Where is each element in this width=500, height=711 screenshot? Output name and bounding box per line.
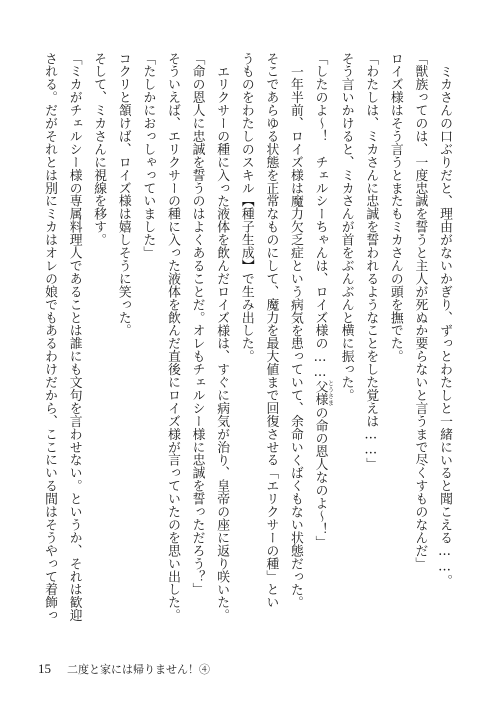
line-text: 「命の恩人に忠誠を誓うのはよくあることだ。オレもチェルシー様に忠誠を誓っただろう？」	[189, 52, 205, 596]
text-line	[358, 52, 383, 632]
line-text: うものをわたしのスキル【種子生成】で生み出した。	[238, 52, 254, 363]
text-line	[86, 52, 111, 632]
text-line	[61, 52, 86, 632]
line-text: 「わたしは、ミカさんに忠誠を誓われるようなことをした覚えは……」	[363, 52, 379, 471]
page-footer	[38, 661, 210, 677]
text-line	[382, 52, 407, 632]
text-line	[333, 52, 358, 632]
text-line	[184, 52, 209, 632]
text-line	[258, 52, 283, 632]
line-text: エリクサーの種に入った液体を飲んだロイズ様は、すぐに病気が治り、皇帝の座に返り咲いた。	[214, 64, 230, 622]
text-line	[36, 52, 61, 632]
line-text-after: の命の恩人なのよ～！」	[312, 406, 328, 549]
line-text: 「したのよ～！ チェルシーちゃんは、ロイズ様の……	[312, 52, 328, 381]
running-title: 二度と家には帰りません！④	[67, 663, 210, 676]
line-text: そう言いかけると、ミカさんが首をぶんぶんと横に振った。	[338, 52, 354, 402]
line-text: そういえば、エリクサーの種に入った液体を飲んだ直後にロイズ様が言っていたのを思い出した。	[164, 52, 180, 622]
text-line	[407, 52, 432, 632]
text-line	[431, 52, 456, 632]
text-line	[159, 52, 184, 632]
line-text: そして、ミカさんに視線を移す。	[91, 52, 107, 247]
line-text: 「ミカがチェルシー様の専属料理人であることは誰にも文句を言わせない。というか、それは歓迎	[66, 52, 82, 622]
line-text: コクリと頷けば、ロイズ様は嬉しそうに笑った。	[115, 52, 131, 337]
text-line	[209, 52, 234, 632]
text-line	[282, 52, 307, 632]
line-text: ロイズ様はそう言うとまたもミカさんの頭を撫でた。	[387, 52, 403, 363]
line-text: される。だがそれとは別にミカはオレの娘でもあるわけだから、ここにいる間はそうやって着飾っ	[42, 52, 57, 622]
text-line	[110, 52, 135, 632]
ruby-base: 父様	[312, 380, 328, 407]
text-line	[135, 52, 160, 632]
text-line	[233, 52, 258, 632]
line-text: 一年半前、ロイズ様は魔力欠乏症という病気を患っていて、余命いくばくもない状態だった。	[287, 64, 303, 609]
line-text: 「たしかにおっしゃっていました」	[140, 52, 156, 260]
text-line	[307, 52, 333, 632]
line-text: ミカさんの口ぶりだと、理由がないかぎり、ずっとわたしと一緒にいると聞こえる……。	[437, 64, 452, 588]
body-text	[36, 52, 456, 632]
line-text: 「獣族ってのは、一度忠誠を誓うと主人が死ぬか要らないと言うまで尽くすものなんだ」	[412, 52, 428, 570]
line-text: そこであらゆる状態を正常なものにして、魔力を最大値まで回復させる「エリクサーの種」とい	[263, 52, 279, 609]
page-number: 15	[38, 661, 51, 676]
ruby-annotation	[312, 380, 334, 407]
ruby-reading: とうさま	[326, 380, 334, 407]
